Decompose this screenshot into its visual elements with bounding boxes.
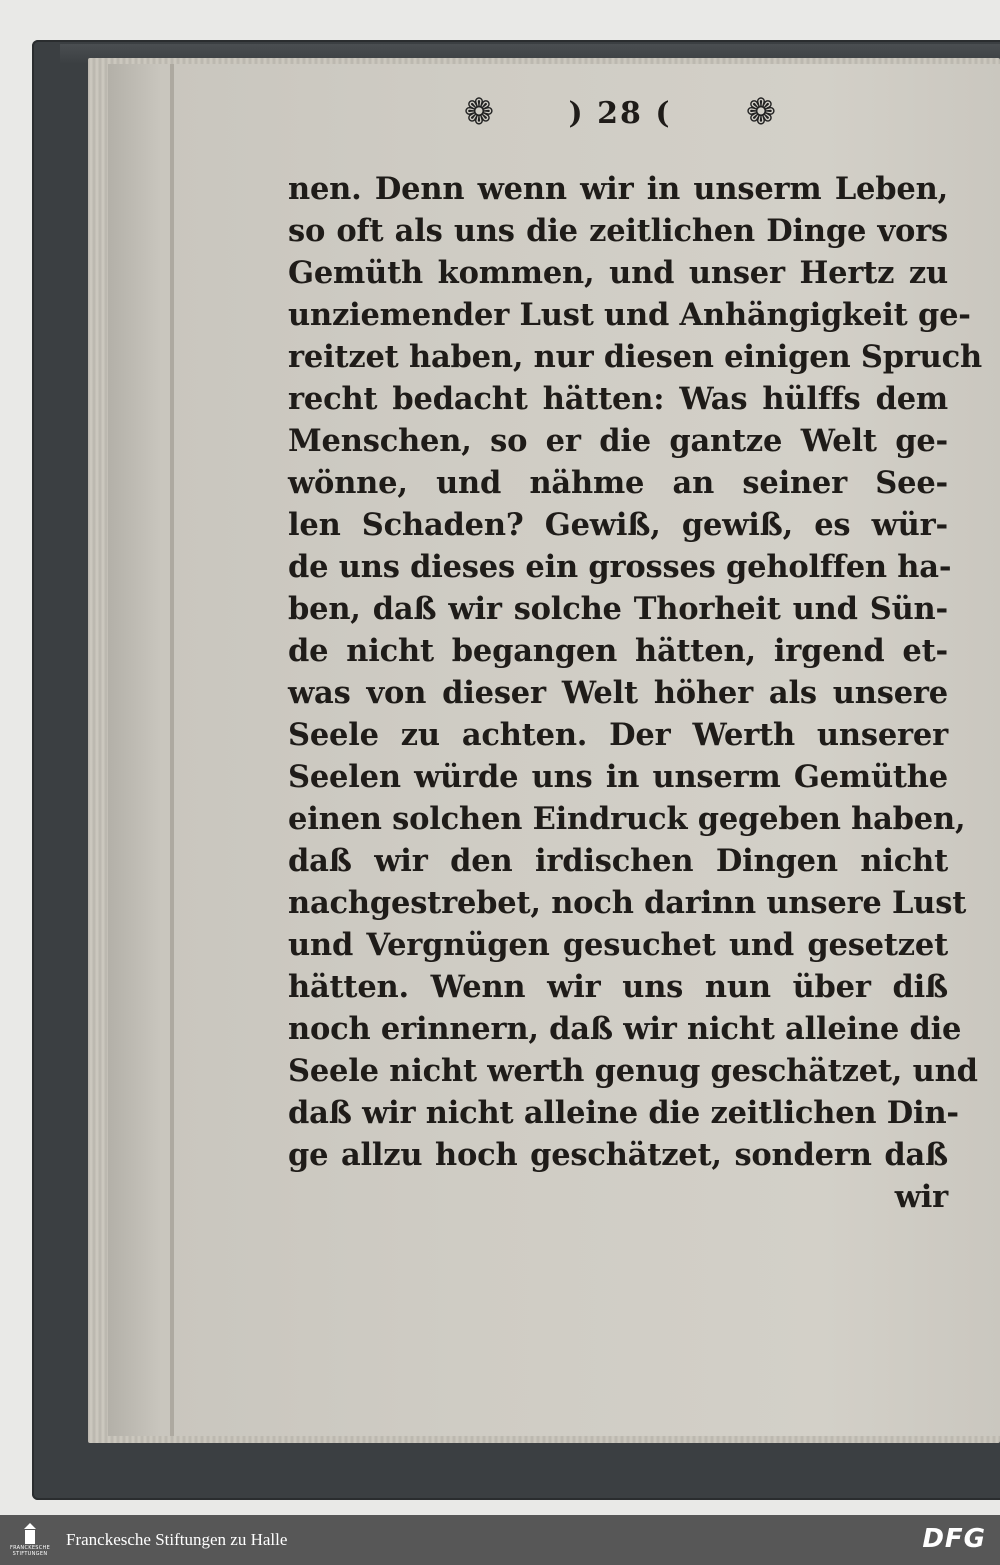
text-line: Seelen würde uns in unserm Gemüthe xyxy=(288,759,948,795)
text-line: ben, daß wir solche Thorheit und Sün- xyxy=(288,591,948,627)
text-line: Seele zu achten. Der Werth unserer xyxy=(288,717,948,753)
text-line: reitzet haben, nur diesen einigen Spruch xyxy=(288,339,983,375)
page-gutter xyxy=(170,64,174,1436)
building-icon xyxy=(21,1523,39,1545)
text-line: wönne, und nähme an seiner See- xyxy=(288,465,948,501)
text-line: nen. Denn wenn wir in unserm Leben, xyxy=(288,171,948,207)
text-line: de uns dieses ein grosses geholffen ha- xyxy=(288,549,952,585)
page-number: ) 28 ( xyxy=(568,95,672,131)
text-line: daß wir nicht alleine die zeitlichen Din- xyxy=(288,1095,959,1131)
dfg-logo: DFG xyxy=(922,1524,986,1554)
text-line: Seele nicht werth genug geschätzet, und xyxy=(288,1053,978,1089)
body-text xyxy=(288,168,983,1218)
text-line: nachgestrebet, noch darinn unsere Lust xyxy=(288,885,967,921)
institution-name: Franckesche Stiftungen zu Halle xyxy=(66,1530,288,1549)
text-line: hätten. Wenn wir uns nun über diß xyxy=(288,969,948,1005)
text-line: einen solchen Eindruck gegeben haben, xyxy=(288,801,966,837)
text-line: de nicht begangen hätten, irgend et- xyxy=(288,633,948,669)
text-line: was von dieser Welt höher als unsere xyxy=(288,675,948,711)
ornament-left-icon: ❁ xyxy=(463,92,495,133)
institution-logo xyxy=(8,1518,52,1562)
page-header xyxy=(460,88,780,138)
text-line: ge allzu hoch geschätzet, sondern daß xyxy=(288,1137,948,1173)
text-line: Gemüth kommen, und unser Hertz zu xyxy=(288,255,948,291)
text-line: und Vergnügen gesuchet und gesetzet xyxy=(288,927,948,963)
logo-text-line2: STIFTUNGEN xyxy=(12,1551,48,1557)
ornament-right-icon: ❁ xyxy=(745,92,777,133)
catchword: wir xyxy=(894,1179,948,1215)
text-line: noch erinnern, daß wir nicht alleine die xyxy=(288,1011,962,1047)
text-line: Menschen, so er die gantze Welt ge- xyxy=(288,423,948,459)
text-line: recht bedacht hätten: Was hülffs dem xyxy=(288,381,948,417)
text-line: unziemender Lust und Anhängigkeit ge- xyxy=(288,297,971,333)
logo-text-line1: FRANCKESCHE xyxy=(9,1545,51,1551)
text-line: len Schaden? Gewiß, gewiß, es wür- xyxy=(288,507,948,543)
text-line: so oft als uns die zeitlichen Dinge vors xyxy=(288,213,948,249)
text-line: daß wir den irdischen Dingen nicht xyxy=(288,843,948,879)
footer-bar xyxy=(0,1515,1000,1565)
